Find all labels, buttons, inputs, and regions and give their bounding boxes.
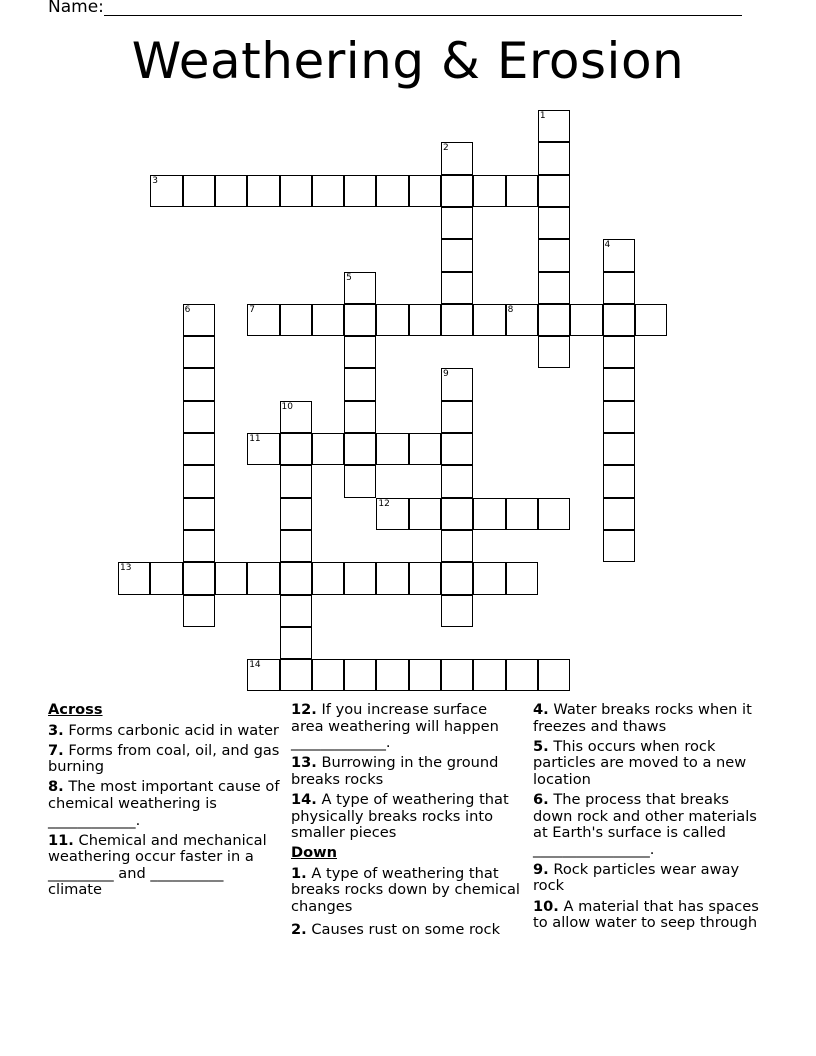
cell-number: 5: [346, 272, 352, 283]
grid-cell[interactable]: [409, 562, 441, 594]
grid-cell[interactable]: [215, 562, 247, 594]
grid-cell[interactable]: [441, 530, 473, 562]
grid-cell[interactable]: [183, 498, 215, 530]
grid-cell[interactable]: [183, 562, 215, 594]
grid-cell[interactable]: [473, 175, 505, 207]
clues-column-3: [533, 702, 769, 935]
grid-cell[interactable]: [247, 433, 279, 465]
grid-cell[interactable]: [441, 304, 473, 336]
grid-cell[interactable]: [183, 433, 215, 465]
grid-cell[interactable]: [441, 498, 473, 530]
grid-cell[interactable]: [603, 433, 635, 465]
grid-cell[interactable]: [473, 498, 505, 530]
cell-number: 8: [507, 304, 514, 315]
down-clue-4: 4. Water breaks rocks when it freezes and thaws: [533, 701, 752, 735]
grid-cell[interactable]: [376, 304, 408, 336]
grid-cell[interactable]: [603, 465, 635, 497]
down-clue-1: 1. A type of weathering that breaks rocks down by chemical changes: [291, 864, 520, 916]
cell-number: 7: [249, 304, 255, 315]
grid-cell[interactable]: [280, 401, 312, 433]
clues-column-1: [48, 702, 280, 903]
grid-cell[interactable]: [344, 272, 376, 304]
grid-cell[interactable]: [538, 336, 570, 368]
grid-cell[interactable]: [441, 368, 473, 400]
across-clue-3: 3. Forms carbonic acid in water: [48, 721, 279, 739]
grid-cell[interactable]: [247, 304, 279, 336]
grid-cell[interactable]: [538, 142, 570, 174]
grid-cell[interactable]: [603, 401, 635, 433]
grid-cell[interactable]: [118, 562, 150, 594]
cell-number: 12: [378, 498, 390, 509]
grid-cell[interactable]: [409, 498, 441, 530]
grid-cell[interactable]: [344, 175, 376, 207]
cell-number: 11: [249, 434, 261, 444]
grid-cell[interactable]: [280, 627, 312, 659]
cell-number: 14: [249, 660, 261, 671]
grid-cell[interactable]: [344, 336, 376, 368]
grid-cell[interactable]: [538, 207, 570, 239]
across-clue-7: 7. Forms from coal, oil, and gas burning: [48, 741, 280, 776]
down-clue-2: 2. Causes rust on some rock: [291, 920, 501, 938]
grid-cell[interactable]: [247, 175, 279, 207]
grid-cell[interactable]: [376, 175, 408, 207]
down-clue-9: 9. Rock particles wear away rock: [533, 860, 740, 895]
grid-cell[interactable]: [603, 239, 635, 271]
grid-cell[interactable]: [183, 530, 215, 562]
grid-cell[interactable]: [603, 368, 635, 400]
cell-number: 2: [443, 143, 449, 154]
grid-cell[interactable]: [506, 175, 538, 207]
grid-cell[interactable]: [473, 562, 505, 594]
grid-cell[interactable]: [603, 336, 635, 368]
grid-cell[interactable]: [344, 465, 376, 497]
grid-cell[interactable]: [506, 562, 538, 594]
grid-cell[interactable]: [441, 401, 473, 433]
grid-cell[interactable]: [635, 304, 667, 336]
grid-cell[interactable]: [570, 304, 602, 336]
grid-cell[interactable]: [538, 272, 570, 304]
across-clue-8: 8. The most important cause of chemical weathering is ____________.: [48, 778, 280, 829]
across-clue-11: 11. Chemical and mechanical weathering occur faster in a _________ and __________ climate: [48, 831, 267, 899]
grid-cell[interactable]: [376, 433, 408, 465]
grid-cell[interactable]: [280, 498, 312, 530]
grid-cell[interactable]: [441, 433, 473, 465]
grid-cell[interactable]: [603, 498, 635, 530]
grid-cell[interactable]: [280, 595, 312, 627]
grid-cell[interactable]: [247, 659, 279, 691]
grid-cell[interactable]: [538, 304, 570, 336]
grid-cell[interactable]: [409, 433, 441, 465]
grid-cell[interactable]: [538, 498, 570, 530]
grid-cell[interactable]: [603, 304, 635, 336]
grid-cell[interactable]: [376, 659, 408, 691]
grid-cell[interactable]: [312, 562, 344, 594]
grid-cell[interactable]: [280, 304, 312, 336]
grid-cell[interactable]: [506, 304, 538, 336]
grid-cell[interactable]: [344, 433, 376, 465]
across-clue-13: 13. Burrowing in the ground breaks rocks: [291, 754, 499, 788]
grid-cell[interactable]: [280, 530, 312, 562]
cell-number: 4: [604, 240, 611, 251]
down-heading: Down: [291, 844, 338, 862]
across-clue-12: 12. If you increase surface area weathering will happen _____________.: [291, 701, 499, 752]
cell-number: 3: [152, 175, 159, 186]
down-clue-5: 5. This occurs when rock particles are moved to a new location: [533, 737, 747, 788]
grid-cell[interactable]: [538, 175, 570, 207]
grid-cell[interactable]: [183, 304, 215, 336]
cell-number: 10: [281, 401, 293, 412]
grid-cell[interactable]: [506, 659, 538, 691]
grid-cell[interactable]: [280, 465, 312, 497]
grid-cell[interactable]: [183, 368, 215, 400]
grid-cell[interactable]: [344, 368, 376, 400]
grid-cell[interactable]: [441, 465, 473, 497]
grid-cell[interactable]: [441, 207, 473, 239]
name-label: Name:: [48, 0, 104, 17]
page-title: Weathering & Erosion: [131, 32, 685, 90]
grid-cell[interactable]: [538, 239, 570, 271]
grid-cell[interactable]: [344, 659, 376, 691]
grid-cell[interactable]: [344, 401, 376, 433]
grid-cell[interactable]: [312, 659, 344, 691]
grid-cell[interactable]: [506, 498, 538, 530]
grid-cell[interactable]: [441, 562, 473, 594]
grid-cell[interactable]: [441, 142, 473, 174]
grid-cell[interactable]: [183, 401, 215, 433]
grid-cell[interactable]: [409, 304, 441, 336]
down-clue-6: 6. The process that breaks down rock and other materials at Earth's surface is called ________________.: [533, 790, 757, 858]
cell-number: 1: [539, 111, 546, 121]
across-clue-14: 14. A type of weathering that physically breaks rocks into smaller pieces: [291, 790, 509, 842]
grid-cell[interactable]: [312, 175, 344, 207]
grid-cell[interactable]: [183, 465, 215, 497]
grid-cell[interactable]: [344, 562, 376, 594]
across-heading: Across: [48, 701, 103, 718]
grid-cell[interactable]: [280, 659, 312, 691]
grid-cell[interactable]: [441, 239, 473, 271]
cell-number: 9: [443, 369, 449, 380]
grid-cell[interactable]: [280, 175, 312, 207]
down-clue-10: 10. A material that has spaces to allow water to seep through: [533, 897, 759, 932]
grid-cell[interactable]: [441, 175, 473, 207]
grid-cell[interactable]: [409, 659, 441, 691]
grid-cell[interactable]: [183, 595, 215, 627]
grid-cell[interactable]: [603, 272, 635, 304]
grid-cell[interactable]: [538, 110, 570, 142]
grid-cell[interactable]: [376, 498, 408, 530]
cell-number: 6: [184, 304, 191, 315]
grid-cell[interactable]: [376, 562, 408, 594]
grid-cell[interactable]: [344, 304, 376, 336]
grid-cell[interactable]: [247, 562, 279, 594]
grid-cell[interactable]: [409, 175, 441, 207]
grid-cell[interactable]: [183, 175, 215, 207]
grid-cell[interactable]: [538, 659, 570, 691]
grid-cell[interactable]: [150, 175, 182, 207]
grid-cell[interactable]: [441, 272, 473, 304]
grid-cell[interactable]: [473, 659, 505, 691]
grid-cell[interactable]: [603, 530, 635, 562]
cell-number: 13: [120, 563, 132, 574]
grid-cell[interactable]: [473, 304, 505, 336]
grid-cell[interactable]: [183, 336, 215, 368]
grid-cell[interactable]: [441, 659, 473, 691]
grid-cell[interactable]: [280, 562, 312, 594]
grid-cell[interactable]: [280, 433, 312, 465]
grid-cell[interactable]: [441, 595, 473, 627]
grid-cell[interactable]: [312, 433, 344, 465]
grid-cell[interactable]: [215, 175, 247, 207]
grid-cell[interactable]: [150, 562, 182, 594]
grid-cell[interactable]: [312, 304, 344, 336]
clues-column-2: [291, 702, 523, 942]
